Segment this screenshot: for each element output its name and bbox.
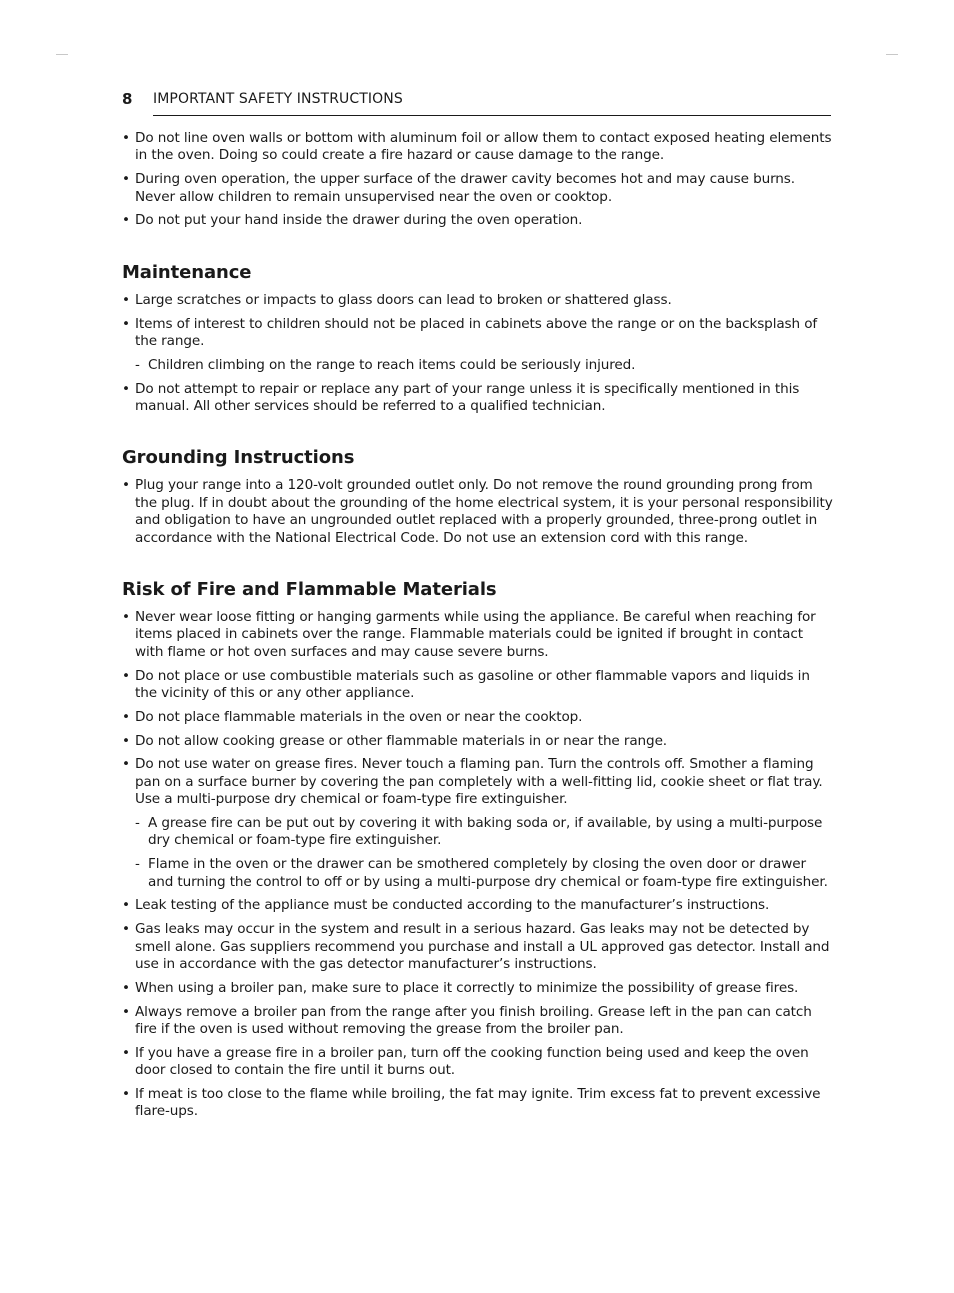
section-heading-maintenance: Maintenance (122, 261, 252, 283)
fire-list (122, 609, 834, 1121)
page-content (122, 130, 834, 1127)
list-item: • Do not place flammable materials in the oven or near the cooktop. (122, 709, 834, 726)
list-item: • Do not place or use combustible materials such as gasoline or other flammable vapors and liquids in the vicinity of this or any other appliance. (122, 668, 834, 703)
page-header (122, 89, 831, 117)
section-heading-fire: Risk of Fire and Flammable Materials (122, 579, 497, 601)
sub-list-item (122, 357, 834, 374)
sub-list-item (122, 856, 834, 891)
intro-list (122, 130, 834, 230)
list-item: • Large scratches or impacts to glass doors can lead to broken or shattered glass. (122, 292, 834, 309)
list-item: • Do not put your hand inside the drawer during the oven operation. (122, 212, 834, 229)
header-rule (153, 115, 831, 116)
list-item: • Do not attempt to repair or replace any part of your range unless it is specifically mentioned in this manual. All other services should be referred to a qualified technician. (122, 381, 834, 416)
dash-marker: - (135, 815, 140, 832)
list-item: • Never wear loose fitting or hanging garments while using the appliance. Be careful when reaching for items placed in cabinets over the range. Flammable materials could be ignited if brought in contact with flame or hot oven surfaces and may cause severe burns. (122, 609, 834, 661)
list-item: • Do not line oven walls or bottom with aluminum foil or allow them to contact exposed heating elements in the oven. Doing so could create a fire hazard or cause damage to the range. (122, 130, 834, 165)
list-item: • Plug your range into a 120-volt grounded outlet only. Do not remove the round grounding prong from the plug. If in doubt about the grounding of the home electrical system, it is your personal responsibility and obligation to have an ungrounded outlet replaced with a properly grounded, three-prong outlet in accordance with the National Electrical Code. Do not use an extension cord with this range. (122, 477, 834, 547)
sub-list-item-text: Children climbing on the range to reach items could be seriously injured. (148, 356, 636, 373)
crop-mark-left (56, 54, 68, 55)
list-item: • Items of interest to children should not be placed in cabinets above the range or on the backsplash of the range. (122, 316, 834, 351)
list-item: • Do not use water on grease fires. Never touch a flaming pan. Turn the controls off. Smother a flaming pan on a surface burner by covering the pan completely with a well-fitting lid, cookie sheet or flat tray. Use a multi-purpose dry chemical or foam-type fire extinguisher. (122, 756, 834, 808)
list-item: • If you have a grease fire in a broiler pan, turn off the cooking function being used and keep the oven door closed to contain the fire until it burns out. (122, 1045, 834, 1080)
section-heading-grounding: Grounding Instructions (122, 447, 355, 469)
header-title: IMPORTANT SAFETY INSTRUCTIONS (153, 91, 403, 107)
sub-list-item (122, 815, 834, 850)
list-item: • When using a broiler pan, make sure to place it correctly to minimize the possibility of grease fires. (122, 980, 834, 997)
list-item: • Leak testing of the appliance must be conducted according to the manufacturer’s instructions. (122, 897, 834, 914)
maintenance-list (122, 292, 834, 416)
dash-marker: - (135, 356, 140, 373)
crop-mark-right (886, 54, 898, 55)
sub-list-item-text: Flame in the oven or the drawer can be smothered completely by closing the oven door or drawer and turning the control to off or by using a multi-purpose dry chemical or foam-type fire extinguisher. (148, 856, 828, 890)
sub-list-item-text: A grease fire can be put out by covering it with baking soda or, if available, by using a multi-purpose dry chemical or foam-type fire extinguisher. (148, 815, 823, 849)
list-item: • Gas leaks may occur in the system and result in a serious hazard. Gas leaks may not be detected by smell alone. Gas suppliers recommend you purchase and install a UL approved gas detector. Install and use in accordance with the gas detector manufacturer’s instructions. (122, 921, 834, 973)
list-item: • During oven operation, the upper surface of the drawer cavity becomes hot and may cause burns. Never allow children to remain unsupervised near the oven or cooktop. (122, 171, 834, 206)
list-item: • Do not allow cooking grease or other flammable materials in or near the range. (122, 733, 834, 750)
dash-marker: - (135, 856, 140, 873)
list-item: • Always remove a broiler pan from the range after you finish broiling. Grease left in the pan can catch fire if the oven is used without removing the grease from the broiler pan. (122, 1004, 834, 1039)
grounding-list (122, 477, 834, 547)
page-number: 8 (122, 90, 133, 108)
list-item: • If meat is too close to the flame while broiling, the fat may ignite. Trim excess fat to prevent excessive flare-ups. (122, 1086, 834, 1121)
